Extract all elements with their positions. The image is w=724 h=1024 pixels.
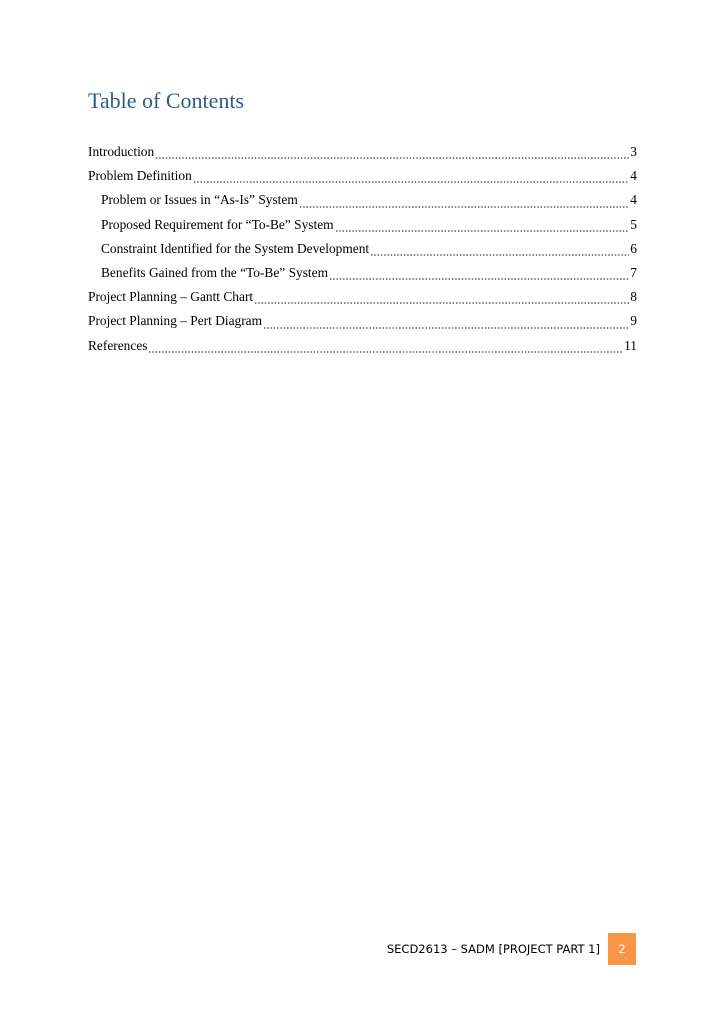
toc-title: Table of Contents bbox=[88, 88, 245, 113]
toc-entry-label: Proposed Requirement for “To-Be” System bbox=[101, 216, 334, 232]
toc-entry-page: 9 bbox=[630, 313, 637, 329]
page-number-badge: 2 bbox=[608, 933, 636, 965]
toc-dot-leader bbox=[193, 180, 630, 184]
toc-dot-leader bbox=[335, 229, 630, 233]
toc-entry-label: Project Planning – Gantt Chart bbox=[88, 289, 254, 305]
footer-text: SECD2613 – SADM [PROJECT PART 1] bbox=[386, 942, 600, 956]
toc-entry-label: Project Planning – Pert Diagram bbox=[88, 313, 263, 329]
page-footer bbox=[387, 933, 636, 965]
toc-entry-problem-definition[interactable] bbox=[88, 166, 637, 190]
toc-entry-label: Problem or Issues in “As-Is” System bbox=[101, 192, 298, 208]
toc-dot-leader bbox=[263, 326, 629, 330]
toc-entry-label: Constraint Identified for the System Development bbox=[101, 240, 370, 256]
toc-dot-leader bbox=[148, 350, 623, 354]
toc-entry-label: Introduction bbox=[88, 144, 155, 159]
toc-entry-label: Problem Definition bbox=[88, 168, 192, 184]
toc-dot-leader bbox=[155, 156, 629, 160]
toc-dot-leader bbox=[299, 205, 630, 209]
toc-list bbox=[88, 142, 637, 360]
toc-entry-problem-issues[interactable] bbox=[88, 190, 637, 214]
toc-dot-leader bbox=[254, 301, 629, 305]
toc-entry-benefits-gained[interactable] bbox=[88, 263, 637, 287]
toc-entry-page: 7 bbox=[630, 264, 637, 280]
toc-entry-references[interactable] bbox=[88, 336, 637, 360]
toc-entry-gantt-chart[interactable] bbox=[88, 287, 637, 311]
toc-entry-page: 8 bbox=[630, 289, 637, 305]
toc-entry-label: References bbox=[88, 337, 148, 353]
toc-entry-pert-diagram[interactable] bbox=[88, 311, 637, 335]
toc-entry-page: 3 bbox=[630, 144, 637, 159]
toc-entry-page: 11 bbox=[624, 337, 637, 353]
toc-entry-proposed-requirement[interactable] bbox=[88, 215, 637, 239]
toc-entry-label: Benefits Gained from the “To-Be” System bbox=[101, 264, 329, 280]
toc-entry-page: 4 bbox=[630, 192, 637, 208]
toc-entry-constraint-identified[interactable] bbox=[88, 239, 637, 263]
toc-entry-page: 6 bbox=[630, 240, 637, 256]
toc-entry-page: 4 bbox=[630, 168, 637, 184]
toc-dot-leader bbox=[370, 253, 629, 257]
toc-entry-introduction[interactable] bbox=[88, 142, 637, 166]
toc-dot-leader bbox=[329, 277, 629, 281]
toc-entry-page: 5 bbox=[630, 216, 637, 232]
